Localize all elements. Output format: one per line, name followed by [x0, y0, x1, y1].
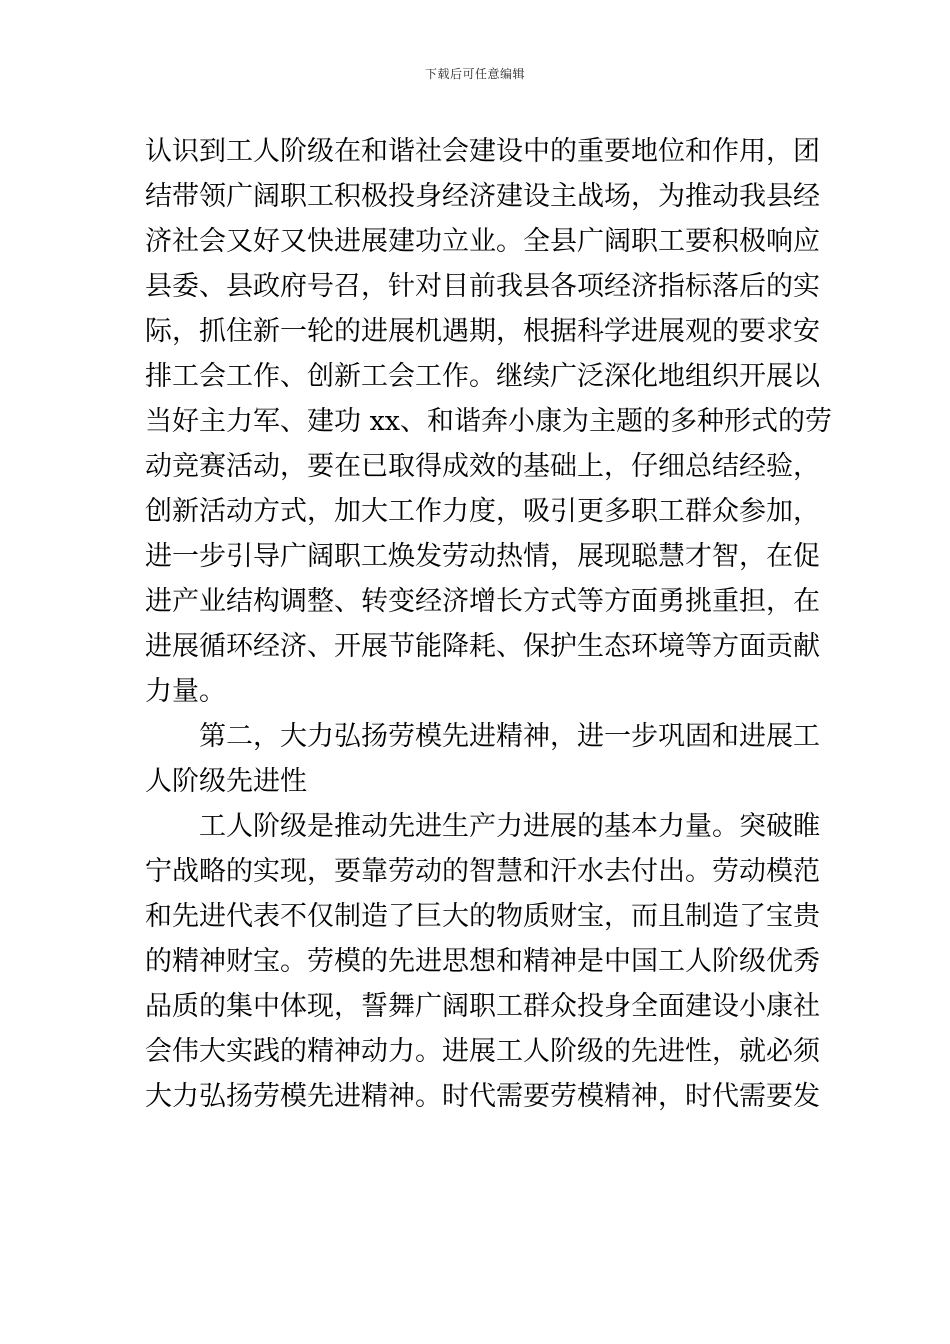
- text-line: 品质的集中体现，誓舞广阔职工群众投身全面建设小康社: [145, 991, 820, 1022]
- document-body: [145, 129, 833, 1119]
- text-line: 和先进代表不仅制造了巨大的物质财宝，而且制造了宝贵: [145, 901, 820, 932]
- text-line: 工人阶级是推动先进生产力进展的基本力量。突破睢: [199, 811, 820, 842]
- text-line: 第二，大力弘扬劳模先进精神，进一步巩固和进展工: [199, 721, 820, 752]
- text-line: 排工会工作、创新工会工作。继续广泛深化地组织开展以: [145, 361, 820, 392]
- text-line: 县委、县政府号召，针对目前我县各项经济指标落后的实: [145, 271, 820, 302]
- text-line: 认识到工人阶级在和谐社会建设中的重要地位和作用，团: [145, 136, 820, 167]
- text-line: 人阶级先进性: [145, 766, 307, 797]
- text-line: 进展循环经济、开展节能降耗、保护生态环境等方面贡献: [145, 631, 820, 662]
- text-line: 际，抓住新一轮的进展机遇期，根据科学进展观的要求安: [145, 316, 820, 347]
- text-line: 会伟大实践的精神动力。进展工人阶级的先进性，就必须: [145, 1036, 820, 1067]
- page-header: 下载后可任意编辑: [424, 67, 525, 81]
- text-line: 的精神财宝。劳模的先进思想和精神是中国工人阶级优秀: [145, 946, 820, 977]
- text-line: 大力弘扬劳模先进精神。时代需要劳模精神，时代需要发: [145, 1081, 820, 1112]
- text-line: 济社会又好又快进展建功立业。全县广阔职工要积极响应: [145, 226, 820, 257]
- text-line: 当好主力军、建功 xx、和谐奔小康为主题的多种形式的劳: [145, 406, 833, 437]
- text-line: 宁战略的实现，要靠劳动的智慧和汗水去付出。劳动模范: [145, 856, 820, 887]
- text-line: 进一步引导广阔职工焕发劳动热情，展现聪慧才智，在促: [145, 541, 820, 572]
- text-line: 动竞赛活动，要在已取得成效的基础上，仔细总结经验，: [145, 451, 820, 482]
- text-line: 结带领广阔职工积极投身经济建设主战场，为推动我县经: [145, 181, 820, 212]
- text-line: 力量。: [145, 676, 226, 707]
- text-line: 创新活动方式，加大工作力度，吸引更多职工群众参加，: [145, 496, 820, 527]
- text-line: 进产业结构调整、转变经济增长方式等方面勇挑重担，在: [145, 586, 820, 617]
